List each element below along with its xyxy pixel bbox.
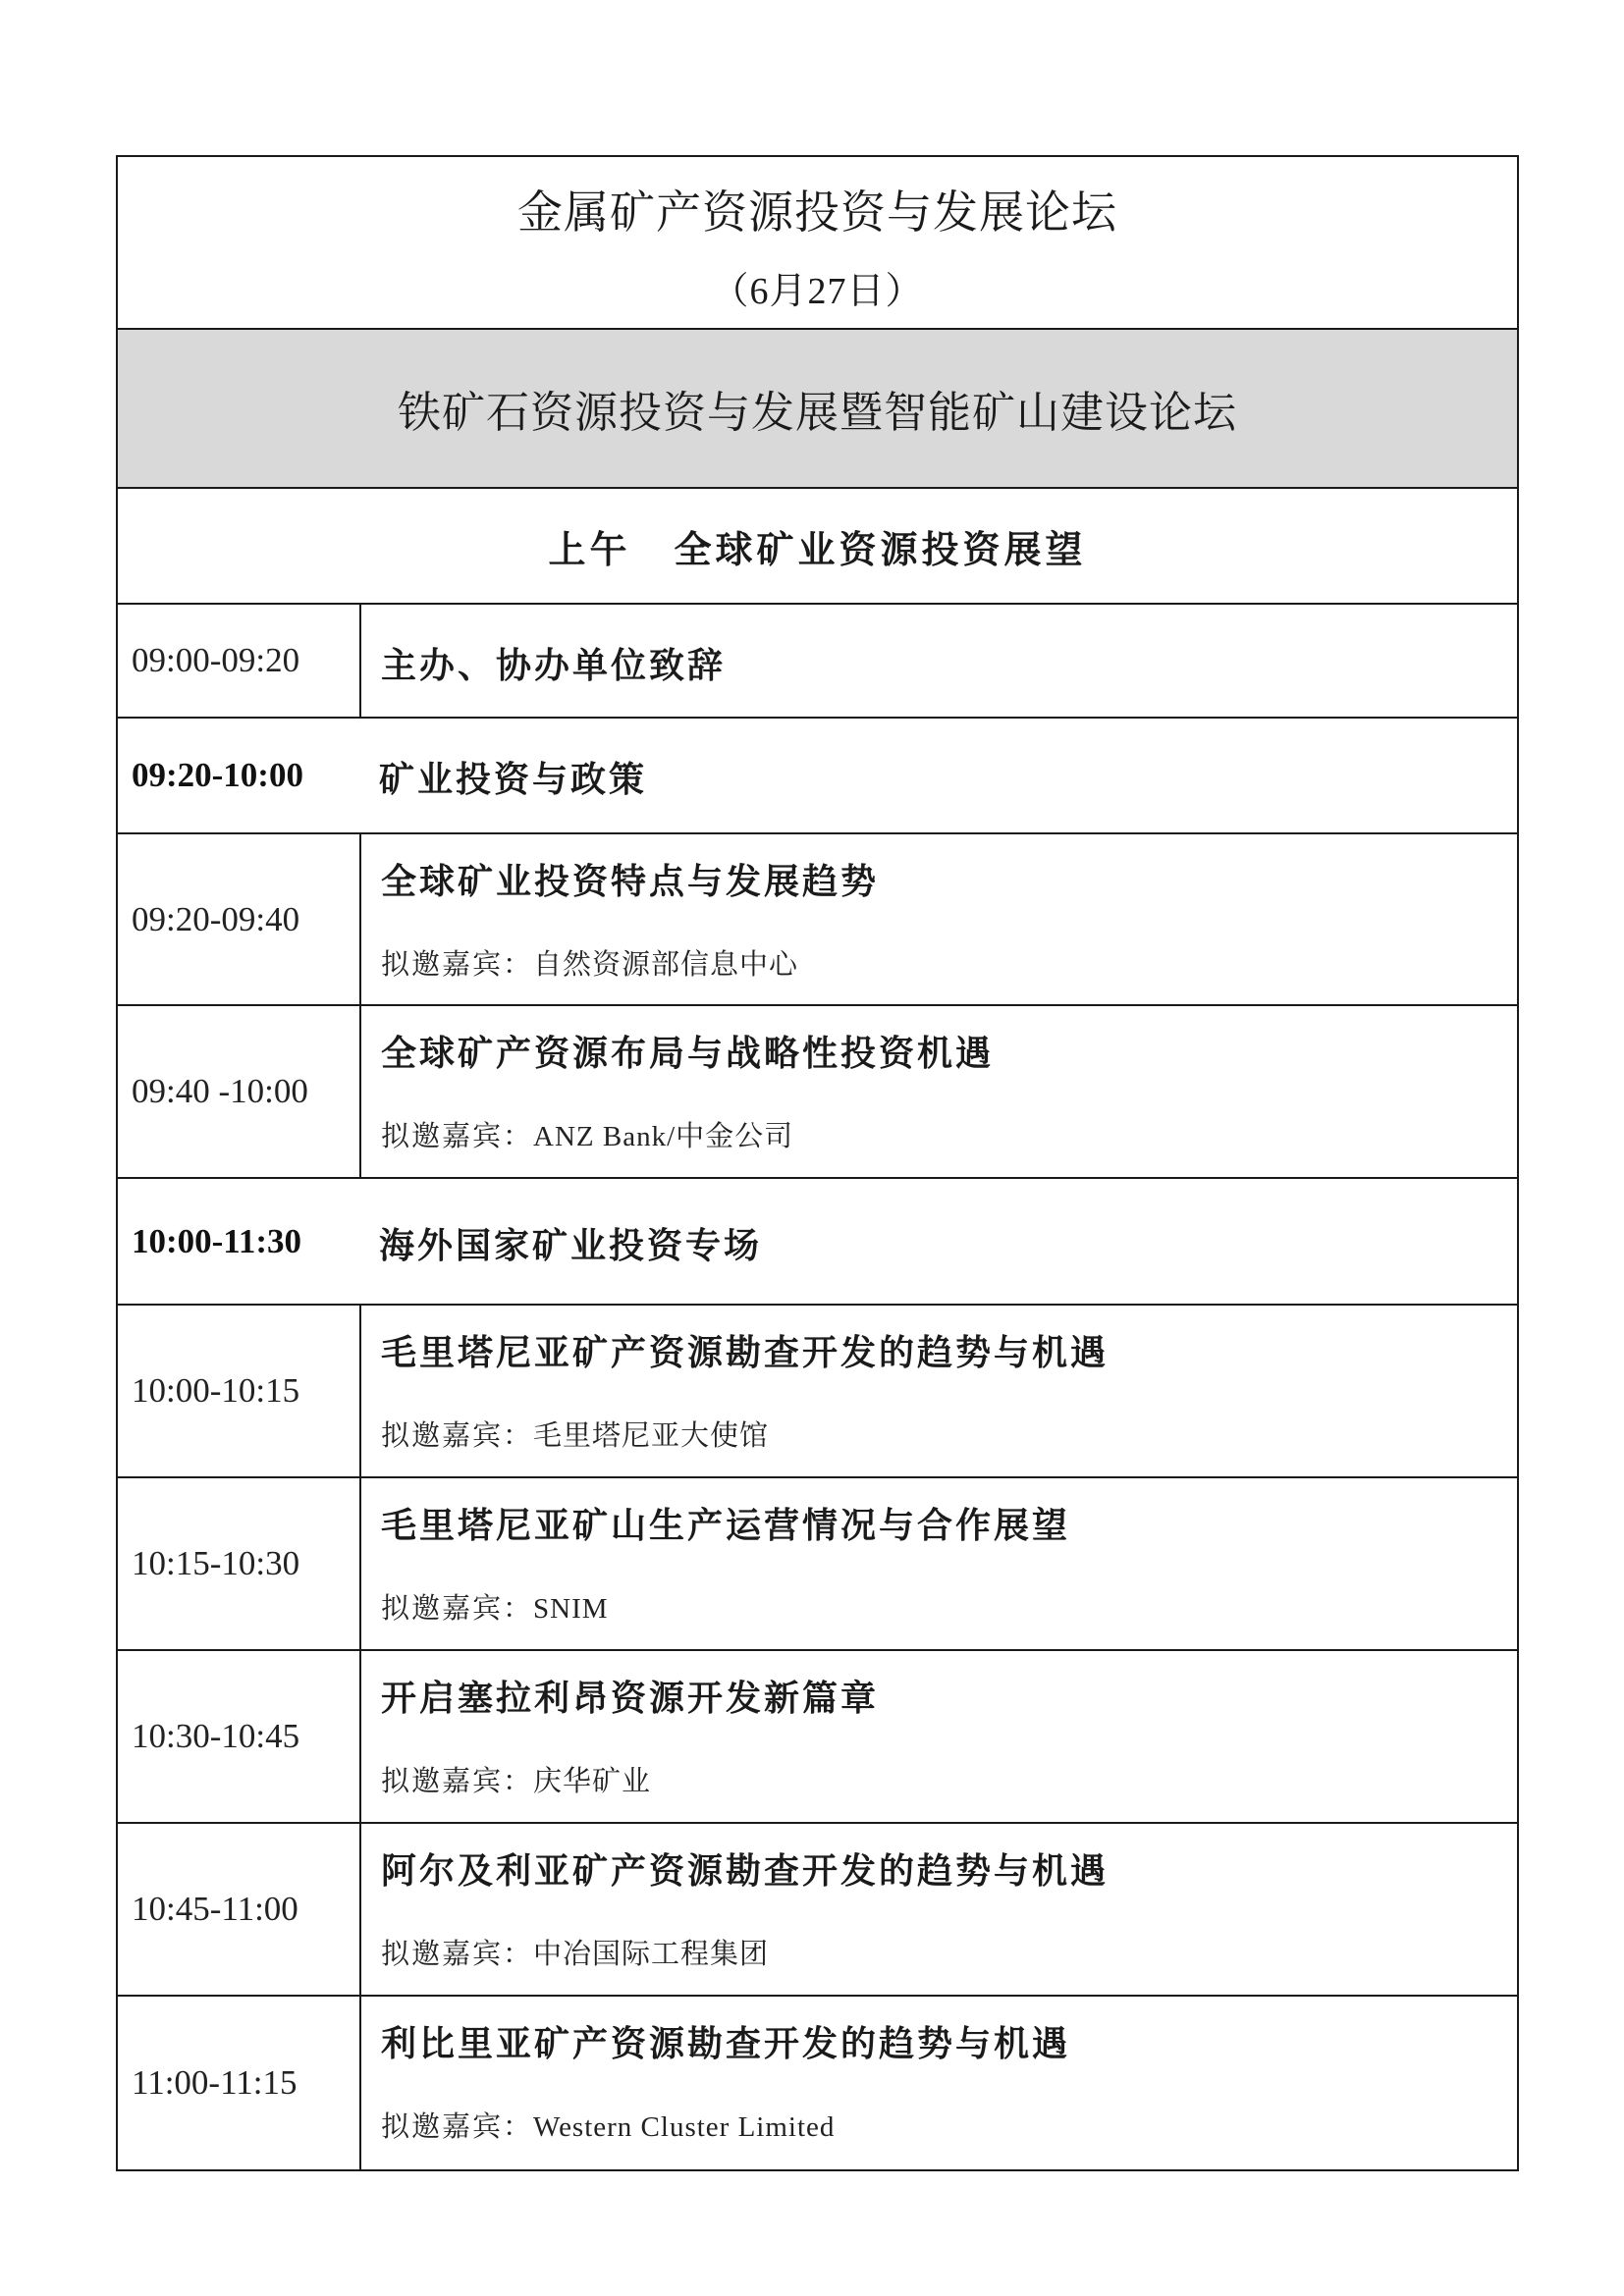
row-topic: 全球矿业投资特点与发展趋势 <box>381 861 880 902</box>
agenda-row <box>118 605 1517 719</box>
forum-title: 金属矿产资源投资与发展论坛 <box>517 186 1117 239</box>
section-content <box>359 719 1517 832</box>
row-topic: 毛里塔尼亚矿产资源勘查开发的趋势与机遇 <box>381 1332 1110 1373</box>
row-time: 11:00-11:15 <box>132 2063 298 2102</box>
agenda-row <box>118 1824 1517 1997</box>
row-guest <box>381 1586 609 1627</box>
guest-name: Western Cluster Limited <box>533 2111 836 2143</box>
session-header <box>118 489 1517 605</box>
guest-name: 毛里塔尼亚大使馆 <box>533 1420 770 1452</box>
row-time: 10:45-11:00 <box>132 1890 298 1928</box>
guest-label: 拟邀嘉宾： <box>381 947 534 981</box>
row-time: 10:00-10:15 <box>132 1371 300 1410</box>
agenda-row <box>118 1006 1517 1179</box>
row-time: 10:30-10:45 <box>132 1717 300 1755</box>
row-content <box>359 1651 1517 1822</box>
row-guest <box>381 1414 769 1454</box>
section-time: 09:20-10:00 <box>132 756 303 794</box>
row-content <box>359 1306 1517 1476</box>
row-time: 09:40 -10:00 <box>132 1072 308 1110</box>
section-topic: 矿业投资与政策 <box>379 759 648 800</box>
row-guest <box>381 2105 835 2145</box>
guest-name: SNIM <box>533 1593 609 1625</box>
guest-name: 庆华矿业 <box>533 1766 652 1797</box>
guest-name: 自然资源部信息中心 <box>533 949 799 981</box>
forum-date: （6月27日） <box>711 271 924 312</box>
row-content <box>359 605 1517 717</box>
row-time: 09:20-09:40 <box>132 899 300 938</box>
guest-label: 拟邀嘉宾： <box>381 1591 534 1625</box>
guest-label: 拟邀嘉宾： <box>381 1418 534 1452</box>
section-content <box>359 1179 1517 1304</box>
title-block <box>118 157 1517 330</box>
row-topic: 阿尔及利亚矿产资源勘查开发的趋势与机遇 <box>381 1850 1110 1892</box>
guest-label: 拟邀嘉宾： <box>381 1937 534 1970</box>
row-time: 10:15-10:30 <box>132 1544 300 1582</box>
row-content <box>359 1006 1517 1177</box>
agenda-row <box>118 1997 1517 2169</box>
section-time: 10:00-11:30 <box>132 1221 302 1260</box>
row-content <box>359 834 1517 1004</box>
guest-label: 拟邀嘉宾： <box>381 1764 534 1797</box>
agenda-table <box>116 155 1519 2171</box>
row-guest <box>381 942 798 983</box>
row-topic: 利比里亚矿产资源勘查开发的趋势与机遇 <box>381 2023 1071 2064</box>
session-theme: 全球矿业资源投资展望 <box>674 526 1087 571</box>
agenda-row <box>118 1306 1517 1478</box>
agenda-section-row <box>118 719 1517 834</box>
row-content <box>359 1824 1517 1995</box>
row-content <box>359 1478 1517 1649</box>
row-topic: 毛里塔尼亚矿山生产运营情况与合作展望 <box>381 1505 1071 1546</box>
row-topic: 全球矿产资源布局与战略性投资机遇 <box>381 1033 995 1074</box>
row-content <box>359 1997 1517 2169</box>
row-guest <box>381 1759 651 1799</box>
session-period: 上午 <box>548 526 631 571</box>
row-guest <box>381 1114 793 1154</box>
agenda-row <box>118 1651 1517 1824</box>
section-topic: 海外国家矿业投资专场 <box>379 1225 763 1266</box>
row-topic: 主办、协办单位致辞 <box>381 645 727 686</box>
row-topic: 开启塞拉利昂资源开发新篇章 <box>381 1678 880 1719</box>
agenda-row <box>118 834 1517 1006</box>
guest-label: 拟邀嘉宾： <box>381 1119 534 1152</box>
row-guest <box>381 1932 769 1972</box>
agenda-section-row <box>118 1179 1517 1306</box>
agenda-row <box>118 1478 1517 1651</box>
subforum-title <box>118 330 1517 489</box>
guest-name: 中冶国际工程集团 <box>533 1939 770 1970</box>
subforum-title-text: 铁矿石资源投资与发展暨智能矿山建设论坛 <box>398 388 1237 438</box>
guest-label: 拟邀嘉宾： <box>381 2109 534 2143</box>
guest-name: ANZ Bank/中金公司 <box>533 1121 794 1152</box>
row-time: 09:00-09:20 <box>132 641 300 679</box>
